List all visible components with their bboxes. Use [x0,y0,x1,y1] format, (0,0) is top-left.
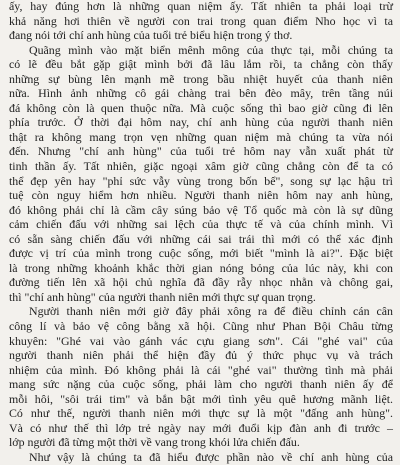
text-line: mang sức nặng của cuộc sống, phải làm cho người thanh niên ấy để [9,377,393,392]
text-line: thể đẹp yên hay "phỉ sức vẫy vùng trong bốn bể", song sự lạc hậu trì [9,173,393,188]
text-line: đến. Nhưng "chí anh hùng" của tuổi trẻ hôm nay vẫn xuất phát từ [9,144,393,159]
text-line: phía trước. Ở thời đại hôm nay, chí anh hùng của người thanh niên [9,115,393,130]
text-line: cảm chiến đấu với những sai lệch của thực tế và của chính mình. Vì [9,217,393,232]
text-line: có sẵn sàng chiến đấu với những cái sai trái thì mới có thể xác định [9,231,393,246]
text-line: tuệ còn nguy hiểm hơn nhiều. Người thanh niên hôm nay anh hùng, [9,188,393,203]
text-line: khả năng hơi thiên về người con trai trong quan điểm Nho học vì ta [9,13,393,28]
text-line: đó không phải chỉ là cầm cây súng bảo vệ Tổ quốc mà còn là sự dũng [9,202,393,217]
text-line: tinh thần ấy. Tất nhiên, giặc ngoại xâm giờ cũng chẳng còn để ta có [9,159,393,174]
text-line: khuyên: "Ghé vai vào gánh vác cựu giang sơn". Cái "ghé vai" của [9,333,393,348]
text-line: công lí và bảo vệ công bằng xã hội. Cũng như Phan Bội Châu từng [9,319,393,334]
text-line: người thanh niên phải thể hiện đầy đủ ý thức phục vụ và trách [9,348,393,363]
paragraph-1 [9,0,393,43]
text-line: Người thanh niên mới giờ đây phải xông ra để điều chỉnh cán cân [29,304,393,319]
paragraph-4 [9,450,393,465]
text-line: được vị trí của mình trong cuộc sống, mới biết "mình là ai?". Đặc biệt [9,246,393,261]
text-line: thì "chí anh hùng" của người thanh niên mới thực sự quan trọng. [9,289,316,304]
paragraph-3 [9,304,393,449]
document-body [9,0,393,465]
text-line: ấy, hay đúng hơn là những quan niệm ấy. Tất nhiên ta phải loại trừ [9,0,393,13]
paragraph-2 [9,43,393,305]
text-line: có lẽ đều bắt gặp giật mình bởi đã lâu lắm rồi, ta chẳng còn thấy [9,57,393,72]
text-line: đường tiến lên xã hội chủ nghĩa đã đầy rẫy nhọc nhằn và chông gai, [9,275,393,290]
text-line: Và có như thế thì lớp trẻ ngày nay mới đuổi kịp đàn anh đi trước – [9,420,393,435]
text-line: lớp người đã từng một thời về vang trong khói lửa chiến đấu. [9,435,300,450]
text-line: Như vậy là chúng ta đã hiểu được phần nào về chí anh hùng của [29,449,393,464]
text-line: mỗi hôi, "sôi trái tim" và bắn bật mới tình yêu quê hương mãnh liệt. [9,391,393,406]
text-line: nhiệm của mình. Đó không phải là cái "ghé vai" thường tình mà phải [9,362,393,377]
text-line: là trong những khoảnh khắc thời gian nóng bỏng của lúc này, khi con [9,260,393,275]
text-line: nữa. Hình ảnh những cô gái chàng trai bên đèo mây, trên tầng núi [9,86,393,101]
text-line: đá không còn là quen thuộc nữa. Mà cuộc sống thì bao giờ cũng đi lên [9,100,393,115]
text-line: thật ra không mang trọn vẹn những quan niệm mà chúng ta vừa nói [9,129,393,144]
text-line: những sự bùng lên mạnh mẽ trong bầu nhiệt huyết của thanh niên [9,71,393,86]
text-line: Có như thế, người thanh niên mới thực sự là một "đấng anh hùng". [9,406,393,421]
text-line: đang nói tới chí anh hùng của tuổi trẻ biểu hiện trong ý thơ. [9,28,293,43]
text-line: Quãng mình vào mặt biển mênh mông của thực tại, mỗi chúng ta [29,42,393,57]
